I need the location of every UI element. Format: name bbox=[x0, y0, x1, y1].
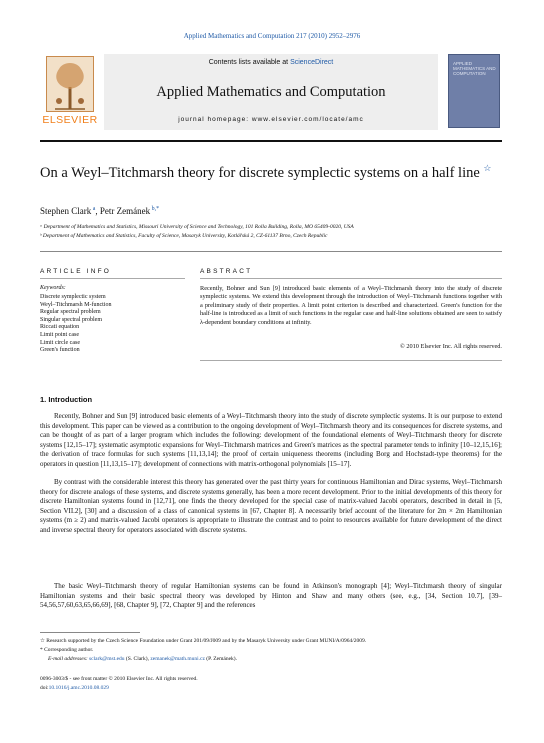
title-text: On a Weyl–Titchmarsh theory for discrete symplectic systems on a half line bbox=[40, 164, 480, 181]
body-paragraph: By contrast with the considerable interest this theory has generated over the past thirty years for continuous Hamiltonian and Dirac systems, Weyl–Titchmarsh theory for discrete analogs of these systems, and discrete systems generally, has been a more recent development. Prior to the initial developments of this theory for discrete Hamiltonian systems found in [12,71], one finds the theory developed for the special case of matrix-valued Jacobi operators, described in detail in [5, Section VII.2], [30] and a discussion of a class of canonical systems in [67, Chapter 8]. A necessarily brief account of the literature for 2m × 2m Hamiltonian systems (m ≥ 2) and matrix-valued Jacobi operators is appropriate to illustrate the contrast and to point to resources available for future development of the direct and inverse spectral theory for operators associated with discrete systems. bbox=[40, 478, 502, 534]
author-name: Stephen Clark bbox=[40, 206, 92, 216]
author-name: Petr Zemánek bbox=[99, 206, 151, 216]
email-label: E-mail addresses: bbox=[48, 656, 90, 662]
doi-line bbox=[40, 685, 109, 691]
abstract-text: Recently, Bohner and Sun [9] introduced basic elements of a Weyl–Titchmarsh theory into the study of discrete symplectic systems. We extend this development through the introduction of Weyl–Titchmarsh functions together with a preliminary study of their properties. A limit point criterion is described and characterized. Green's function for the half-line is introduced as a limit of such functions in the regular case and half-line solutions obtained are seen to satisfy λ-dependent boundary conditions at infinity. bbox=[200, 285, 502, 326]
keyword: Limit point case bbox=[40, 331, 79, 338]
masthead bbox=[40, 54, 502, 132]
doi-link[interactable]: 10.1016/j.amc.2010.08.029 bbox=[48, 685, 109, 691]
doi-prefix: doi: bbox=[40, 685, 49, 691]
journal-title: Applied Mathematics and Computation bbox=[156, 84, 386, 100]
section-heading: 1. Introduction bbox=[40, 395, 93, 404]
email-link[interactable]: sclark@mst.edu bbox=[89, 656, 125, 662]
tree-icon bbox=[46, 56, 94, 112]
footnote-divider bbox=[40, 632, 140, 633]
body-paragraph: The basic Weyl–Titchmarsh theory of regular Hamiltonian systems can be found in Atkinson's monograph [4]; Weyl–Titchmarsh theory of singular Hamiltonian systems and their basic spectral theory was developed by Hinton and Shaw and many others (see, e.g., [34, Section 10.7], [39–54,56,57,60,63,65,66,69], [68, Chapter 9], [72, Chapter 9] and the references bbox=[40, 582, 502, 609]
publisher-name: ELSEVIER bbox=[42, 114, 98, 126]
body-paragraph: Recently, Bohner and Sun [9] introduced basic elements of a Weyl–Titchmarsh theory into the study of discrete symplectic systems. It is our purpose to extend this development. This paper can be viewed as a contribution to the ongoing development of Weyl–Titchmarsh theory and its consequences for discrete systems, and can be thought of as part of a larger program which includes the following: development of the foundational elements of Weyl–Titchmarsh theory for discrete systems [12,15–17]; systematic asymptotic expansions for Weyl–Titchmarsh matrices and Green's matrices as the spectral parameter tends to infinity [10–12,15,16]; the derivation of trace formulas for such systems [11,13,14]; the proof of certain uniqueness theorems (including Borg and Hochstadt-type theorems) for the operators in question [11,13,15–17]; development of connections with matrix-orthogonal polynomials [15–17]. bbox=[40, 412, 502, 468]
issn-line: 0096-3003/$ - see front matter © 2010 Elsevier Inc. All rights reserved. bbox=[40, 676, 198, 682]
funding-footnote: ☆ Research supported by the Czech Science Foundation under Grant 201/09/J009 and by the Masaryk University under Grant MUNI/A/0964/2009. bbox=[40, 638, 367, 644]
journal-banner bbox=[104, 54, 438, 130]
article-info-heading: ARTICLE INFO bbox=[40, 268, 112, 275]
keyword: Singular spectral problem bbox=[40, 316, 102, 323]
keyword: Riccati equation bbox=[40, 324, 80, 331]
abstract-rule bbox=[200, 278, 502, 279]
author-affiliation-link[interactable]: a bbox=[91, 206, 96, 212]
affiliation-a: ᵃ Department of Mathematics and Statistics, Missouri University of Science and Technology, 101 Rolla Building, Rolla, MO 65409-0020, USA bbox=[40, 224, 354, 230]
abstract-end-rule bbox=[200, 360, 502, 361]
keywords-label: Keywords: bbox=[40, 285, 66, 291]
keyword: Limit circle case bbox=[40, 339, 80, 346]
email-owner: (P. Zemánek). bbox=[204, 656, 237, 662]
cover-title: APPLIED MATHEMATICS AND COMPUTATION bbox=[453, 61, 496, 76]
homepage-link[interactable]: www.elsevier.com/locate/amc bbox=[251, 116, 364, 123]
affiliation-divider bbox=[40, 251, 502, 252]
keyword: Regular spectral problem bbox=[40, 309, 101, 316]
article-info-rule bbox=[40, 278, 185, 279]
homepage-prefix: journal homepage: bbox=[178, 116, 252, 123]
sciencedirect-link[interactable]: ScienceDirect bbox=[290, 59, 334, 66]
title-footnote-star[interactable]: ☆ bbox=[483, 163, 492, 173]
copyright-line: © 2010 Elsevier Inc. All rights reserved. bbox=[399, 343, 502, 350]
abstract-heading: ABSTRACT bbox=[200, 268, 253, 275]
journal-citation[interactable]: Applied Mathematics and Computation 217 (2010) 2952–2976 bbox=[183, 32, 361, 40]
keyword: Green's function bbox=[40, 347, 80, 354]
author-separator: , bbox=[95, 206, 100, 216]
contents-prefix: Contents lists available at bbox=[208, 59, 291, 66]
header-divider bbox=[40, 140, 502, 142]
journal-cover-thumbnail[interactable] bbox=[448, 54, 500, 128]
keyword: Weyl–Titchmarsh M-function bbox=[40, 301, 112, 308]
author-affiliation-link[interactable]: b,* bbox=[150, 206, 160, 212]
affiliation-b: ᵇ Department of Mathematics and Statistics, Faculty of Science, Masaryk University, Kotlářská 2, CZ-61137 Brno, Czech Republic bbox=[40, 233, 328, 239]
email-owner: (S. Clark), bbox=[124, 656, 151, 662]
email-link[interactable]: zemanek@math.muni.cz bbox=[150, 656, 205, 662]
contents-line bbox=[104, 59, 438, 66]
article-title bbox=[40, 160, 502, 182]
corresponding-author-note: * Corresponding author. bbox=[40, 647, 94, 653]
elsevier-logo[interactable] bbox=[40, 54, 100, 128]
author-list bbox=[40, 206, 159, 216]
journal-homepage bbox=[104, 116, 438, 123]
keyword: Discrete symplectic system bbox=[40, 294, 106, 300]
keywords-list bbox=[40, 294, 111, 355]
email-footnote bbox=[48, 656, 237, 662]
